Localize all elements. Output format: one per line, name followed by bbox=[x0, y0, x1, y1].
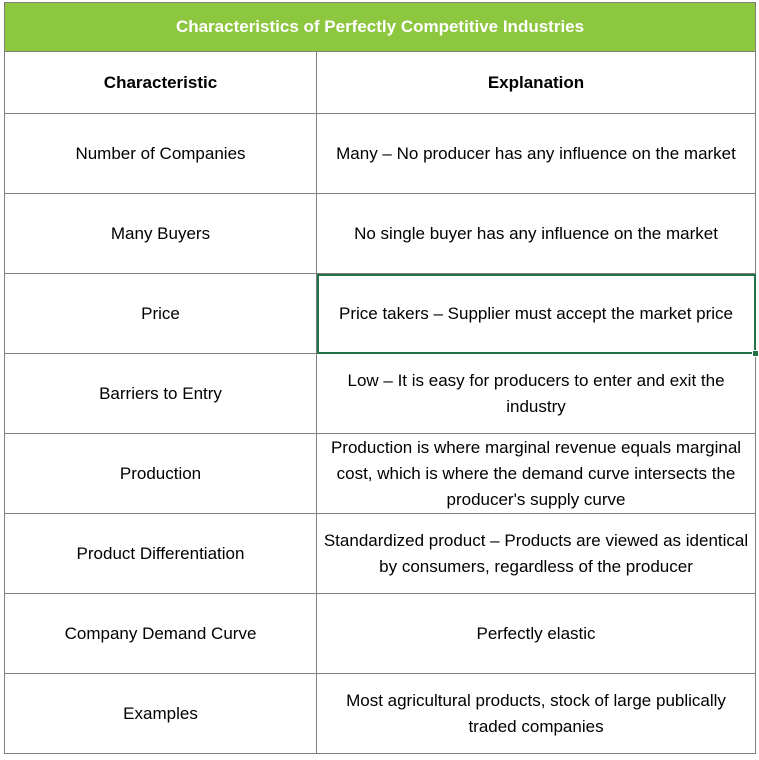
characteristic-cell[interactable]: Price bbox=[5, 274, 317, 354]
characteristic-cell[interactable]: Number of Companies bbox=[5, 114, 317, 194]
explanation-cell[interactable]: Low – It is easy for producers to enter and exit the industry bbox=[317, 354, 756, 434]
characteristic-cell[interactable]: Company Demand Curve bbox=[5, 594, 317, 674]
characteristic-cell[interactable]: Barriers to Entry bbox=[5, 354, 317, 434]
explanation-text: Price takers – Supplier must accept the market price bbox=[339, 303, 733, 323]
table-row bbox=[5, 274, 756, 354]
characteristic-cell[interactable]: Many Buyers bbox=[5, 194, 317, 274]
explanation-cell[interactable]: No single buyer has any influence on the market bbox=[317, 194, 756, 274]
explanation-cell-selected[interactable] bbox=[317, 274, 756, 354]
characteristic-cell[interactable]: Production bbox=[5, 434, 317, 514]
header-characteristic[interactable]: Characteristic bbox=[5, 52, 317, 114]
table-row bbox=[5, 194, 756, 274]
characteristic-cell[interactable]: Product Differentiation bbox=[5, 514, 317, 594]
characteristics-table bbox=[4, 2, 756, 754]
table-row bbox=[5, 674, 756, 754]
header-explanation[interactable]: Explanation bbox=[317, 52, 756, 114]
table-row bbox=[5, 514, 756, 594]
explanation-cell[interactable]: Standardized product – Products are viewed as identical by consumers, regardless of the producer bbox=[317, 514, 756, 594]
fill-handle[interactable] bbox=[752, 350, 759, 357]
table-title[interactable]: Characteristics of Perfectly Competitive Industries bbox=[5, 3, 756, 52]
explanation-cell[interactable]: Many – No producer has any influence on the market bbox=[317, 114, 756, 194]
explanation-cell[interactable]: Perfectly elastic bbox=[317, 594, 756, 674]
explanation-cell[interactable]: Most agricultural products, stock of large publically traded companies bbox=[317, 674, 756, 754]
table-row bbox=[5, 114, 756, 194]
table-row bbox=[5, 354, 756, 434]
table-row bbox=[5, 434, 756, 514]
table-row bbox=[5, 594, 756, 674]
characteristic-cell[interactable]: Examples bbox=[5, 674, 317, 754]
explanation-cell[interactable]: Production is where marginal revenue equals marginal cost, which is where the demand curve intersects the producer's supply curve bbox=[317, 434, 756, 514]
